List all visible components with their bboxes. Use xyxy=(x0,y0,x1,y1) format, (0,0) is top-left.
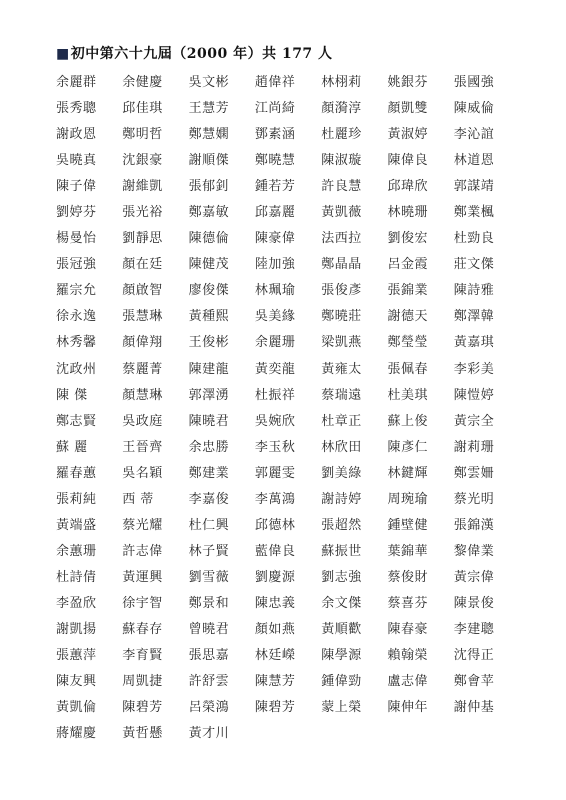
student-name: 余蕙珊 xyxy=(56,543,97,559)
student-name: 杜章正 xyxy=(321,413,362,429)
student-name: 許良慧 xyxy=(321,179,362,195)
student-name: 鄭嘉敏 xyxy=(188,205,230,221)
student-name: 謝德天 xyxy=(387,309,428,325)
student-name: 鍾壁健 xyxy=(387,517,428,533)
student-name: 陳偉良 xyxy=(387,153,428,169)
student-name: 劉志強 xyxy=(321,569,362,585)
student-name: 呂金霞 xyxy=(387,257,428,273)
student-name: 黃雍太 xyxy=(321,361,362,377)
student-name: 邱嘉麗 xyxy=(254,205,296,221)
student-name: 李萬鴻 xyxy=(254,491,296,507)
student-name: 黃宗偉 xyxy=(453,569,495,585)
student-name: 沈銀豪 xyxy=(122,153,163,169)
student-name: 陳彥仁 xyxy=(387,439,428,455)
student-name: 沈得正 xyxy=(453,648,495,664)
student-name: 余文傑 xyxy=(321,595,362,611)
student-name: 葉錦華 xyxy=(387,543,428,559)
student-name: 黃凱倫 xyxy=(56,700,97,716)
student-name: 黃才川 xyxy=(188,726,230,742)
student-name: 周琬瑜 xyxy=(387,491,428,507)
student-name: 劉慶源 xyxy=(254,569,296,585)
student-name: 陳 傑 xyxy=(56,387,88,403)
student-name: 鄭澤韓 xyxy=(453,309,495,325)
student-name: 陳慧芳 xyxy=(254,674,296,690)
student-name: 黃哲懸 xyxy=(122,726,163,742)
student-name: 黃宗全 xyxy=(453,413,495,429)
student-name: 余麗珊 xyxy=(254,335,296,351)
student-name: 黃凱薇 xyxy=(321,205,362,221)
student-name: 張光裕 xyxy=(122,205,163,221)
student-name: 黃順歡 xyxy=(321,621,362,637)
student-name: 陳曉君 xyxy=(188,413,230,429)
student-name: 陳德倫 xyxy=(188,231,230,247)
student-name: 張郁釗 xyxy=(188,179,230,195)
student-name: 張慧琳 xyxy=(122,309,163,325)
student-name: 陳建龍 xyxy=(188,361,230,377)
student-name: 劉靜思 xyxy=(122,231,163,247)
student-name: 鄭志賢 xyxy=(56,413,97,429)
student-name: 吳政庭 xyxy=(122,413,163,429)
student-name: 鄭明哲 xyxy=(122,127,163,143)
student-name: 顏如燕 xyxy=(254,621,296,637)
student-name: 蘇春存 xyxy=(122,621,163,637)
student-name: 蔡麗菁 xyxy=(122,361,163,377)
student-name: 謝莉珊 xyxy=(453,439,495,455)
student-name: 姚銀芬 xyxy=(387,75,428,90)
student-name: 張冠強 xyxy=(56,257,97,273)
student-name: 鄭景和 xyxy=(188,595,230,611)
student-name: 李玉秋 xyxy=(254,439,296,455)
student-name: 陳豪偉 xyxy=(254,231,296,247)
student-name: 劉雪薇 xyxy=(188,569,230,585)
student-name: 謝凱揚 xyxy=(56,621,97,637)
student-name: 吳美緣 xyxy=(254,309,296,325)
student-name: 陳愷婷 xyxy=(453,387,495,403)
student-name: 林廷嶸 xyxy=(254,648,296,664)
student-name: 黎偉業 xyxy=(453,543,495,559)
student-name: 顏凱雙 xyxy=(387,101,428,117)
student-name: 蔡光明 xyxy=(453,491,495,507)
student-name: 陳碧芳 xyxy=(254,700,296,716)
student-name: 余忠勝 xyxy=(188,439,230,455)
student-name: 陳威倫 xyxy=(453,101,495,117)
student-name-list xyxy=(56,70,520,747)
student-name: 江尚綺 xyxy=(254,101,296,117)
student-name: 張秀聰 xyxy=(56,101,97,117)
student-name: 王晉齊 xyxy=(122,439,163,455)
student-name: 陳詩雅 xyxy=(453,283,495,299)
student-name: 陳健茂 xyxy=(188,257,230,273)
student-name: 賴翰榮 xyxy=(387,648,428,664)
student-name: 邱瑋欣 xyxy=(387,179,428,195)
student-name: 顏偉翔 xyxy=(122,335,163,351)
student-name: 郭麗雯 xyxy=(254,465,296,481)
student-name: 羅春蕙 xyxy=(56,465,97,481)
student-name: 劉婷芬 xyxy=(56,205,97,221)
student-name: 謝順傑 xyxy=(188,153,230,169)
student-name: 張莉純 xyxy=(56,491,97,507)
student-name: 吳名穎 xyxy=(122,465,163,481)
student-name: 周凱捷 xyxy=(122,674,163,690)
student-name: 杜詩倩 xyxy=(56,569,97,585)
student-name: 黃淑婷 xyxy=(387,127,428,143)
student-name: 杜美琪 xyxy=(387,387,428,403)
square-bullet-icon: ■ xyxy=(56,46,70,62)
student-name: 謝維凱 xyxy=(122,179,163,195)
student-name: 張俊彥 xyxy=(321,283,362,299)
student-name: 陳子偉 xyxy=(56,179,97,195)
student-name: 杜麗珍 xyxy=(321,127,362,143)
student-name: 陳碧芳 xyxy=(122,700,163,716)
student-name: 林欣田 xyxy=(321,439,362,455)
student-name: 謝政恩 xyxy=(56,127,97,143)
student-name: 謝詩婷 xyxy=(321,491,362,507)
student-name: 郭謀靖 xyxy=(453,179,495,195)
student-name: 鄭曉莊 xyxy=(321,309,362,325)
student-name: 蘇上俊 xyxy=(387,413,428,429)
student-name: 顏慧琳 xyxy=(122,387,163,403)
student-name: 梁凱燕 xyxy=(321,335,362,351)
student-name: 徐宇智 xyxy=(122,595,163,611)
student-name: 許志偉 xyxy=(122,543,163,559)
student-name: 鍾偉勁 xyxy=(321,674,362,690)
student-name: 林子賢 xyxy=(188,543,230,559)
student-name: 杜勁良 xyxy=(453,231,495,247)
student-name: 陳學源 xyxy=(321,648,362,664)
student-name: 盧志偉 xyxy=(387,674,428,690)
student-name: 邱德林 xyxy=(254,517,296,533)
student-name: 呂榮鴻 xyxy=(188,700,230,716)
student-name: 陳友興 xyxy=(56,674,97,690)
student-name: 曾曉君 xyxy=(188,621,230,637)
student-name: 林曉珊 xyxy=(387,205,428,221)
student-name: 陳淑璇 xyxy=(321,153,362,169)
student-name: 蔡光耀 xyxy=(122,517,163,533)
student-name: 李彩美 xyxy=(453,361,495,377)
student-name: 林鍵輝 xyxy=(387,465,428,481)
student-name: 林珮瑜 xyxy=(254,283,296,299)
student-name: 張超然 xyxy=(321,517,362,533)
student-name: 陳忠義 xyxy=(254,595,296,611)
student-name: 廖俊傑 xyxy=(188,283,230,299)
student-name: 沈政州 xyxy=(56,361,97,377)
student-name: 蘇振世 xyxy=(321,543,362,559)
student-name: 張思嘉 xyxy=(188,648,230,664)
student-name: 趙偉祥 xyxy=(254,75,296,90)
student-name: 鄭慧嫻 xyxy=(188,127,230,143)
student-name: 張國強 xyxy=(453,75,495,90)
student-name: 顏在廷 xyxy=(122,257,163,273)
student-name: 劉美綠 xyxy=(321,465,362,481)
student-name: 蔡俊財 xyxy=(387,569,428,585)
student-name: 張蕙萍 xyxy=(56,648,97,664)
student-name: 蒙上榮 xyxy=(321,700,362,716)
student-name: 林栩莉 xyxy=(321,75,362,90)
student-name: 蘇 麗 xyxy=(56,439,88,455)
student-name: 藍偉良 xyxy=(254,543,296,559)
student-name: 蔣耀慶 xyxy=(56,726,97,742)
section-heading xyxy=(56,43,333,63)
student-name: 鍾若芳 xyxy=(254,179,296,195)
student-name: 張錦業 xyxy=(387,283,428,299)
student-name: 杜仁興 xyxy=(188,517,230,533)
student-name: 杜振祥 xyxy=(254,387,296,403)
student-name: 陳春豪 xyxy=(387,621,428,637)
student-name: 鄧素涵 xyxy=(254,127,296,143)
student-name: 陳景俊 xyxy=(453,595,495,611)
student-name: 林道恩 xyxy=(453,153,495,169)
student-name: 林秀馨 xyxy=(56,335,97,351)
student-name: 吳婉欣 xyxy=(254,413,296,429)
student-name: 鄭會苹 xyxy=(453,674,495,690)
student-name: 吳文彬 xyxy=(188,75,230,90)
student-name: 王慧芳 xyxy=(188,101,230,117)
student-name: 陸加強 xyxy=(254,257,296,273)
student-name: 鄭業楓 xyxy=(453,205,495,221)
student-name: 顏啟智 xyxy=(122,283,163,299)
student-name: 邱佳琪 xyxy=(122,101,163,117)
student-name: 徐永逸 xyxy=(56,309,97,325)
student-name: 蔡喜芬 xyxy=(387,595,428,611)
student-name: 羅宗允 xyxy=(56,283,97,299)
student-name: 鄭瑩瑩 xyxy=(387,335,428,351)
student-name: 郭澤湧 xyxy=(188,387,230,403)
student-name: 黃端盛 xyxy=(56,517,97,533)
student-name: 黃嘉琪 xyxy=(453,335,495,351)
student-name: 顏漪淳 xyxy=(321,101,362,117)
student-name: 莊文傑 xyxy=(453,257,495,273)
student-name: 西 蒂 xyxy=(122,491,154,507)
student-name: 鄭曉慧 xyxy=(254,153,296,169)
student-name: 黃奕龍 xyxy=(254,361,296,377)
student-name: 吳曉真 xyxy=(56,153,97,169)
student-name: 李沁誼 xyxy=(453,127,495,143)
student-name: 劉俊宏 xyxy=(387,231,428,247)
student-name: 王俊彬 xyxy=(188,335,230,351)
student-name: 張佩春 xyxy=(387,361,428,377)
student-name: 黃運興 xyxy=(122,569,163,585)
student-name: 法西拉 xyxy=(321,231,362,247)
section-heading-text: 初中第六十九屆（2000 年）共 177 人 xyxy=(70,46,333,62)
student-name: 鄭建業 xyxy=(188,465,230,481)
student-name: 陳伸年 xyxy=(387,700,428,716)
student-name: 李嘉俊 xyxy=(188,491,230,507)
student-name: 李建聰 xyxy=(453,621,495,637)
student-name: 李盈欣 xyxy=(56,595,97,611)
student-name: 黃種熙 xyxy=(188,309,230,325)
student-name: 鄭雲姍 xyxy=(453,465,495,481)
student-name: 李育賢 xyxy=(122,648,163,664)
student-name: 余麗群 xyxy=(56,75,97,90)
student-name: 蔡瑞遠 xyxy=(321,387,362,403)
student-name: 鄭晶晶 xyxy=(321,257,362,273)
student-name: 楊曼怡 xyxy=(56,231,97,247)
student-name: 張錦漢 xyxy=(453,517,495,533)
student-name: 許舒雲 xyxy=(188,674,230,690)
student-name: 謝仲基 xyxy=(453,700,495,716)
student-name: 余健慶 xyxy=(122,75,163,90)
